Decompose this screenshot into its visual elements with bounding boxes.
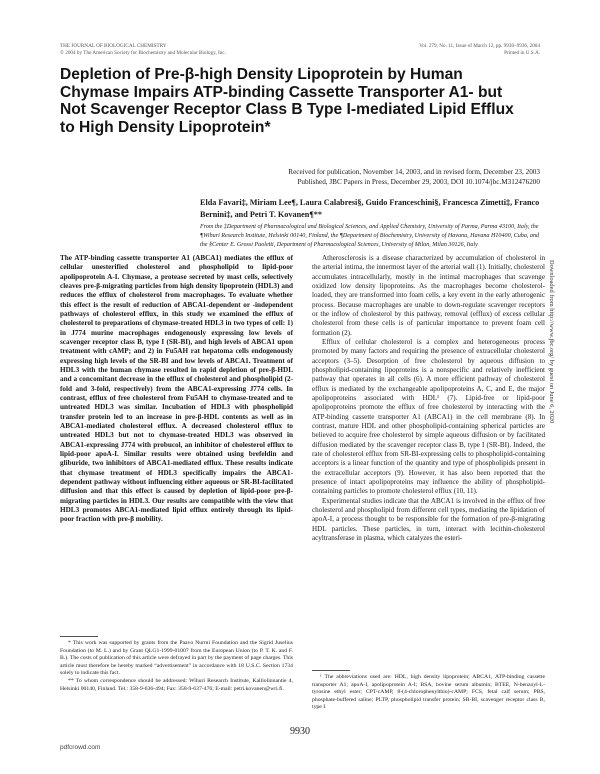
- body-paragraph: Experimental studies indicate that the ABCA1 is involved in the efflux of free cholesterol and phospholipid from different cell types, mediating the lipidation of apoA-I, a process thought to be responsible for the formation of pre-β-migrating HDL particles. These particles, in turn, interact with lecithin-cholesterol acyltransferase in plasma, which catalyzes the esteri-: [312, 496, 545, 542]
- footnotes-left: [60, 640, 293, 693]
- affiliations: From the ‡Department of Pharmacological and Biological Sciences, and Applied Chemistry, University of Parma, Parma 43100, Italy, the ¶Wihuri Research Institute, Helsinki 00140, Finland, the ¶Department of Biochemistry, University of Havana, Havana H10400, Cuba, and the §Center E. Grossi Paoletti, Department of Pharmacological Sciences, University of Milan, Milan 30126, Italy: [200, 224, 540, 248]
- introduction: [312, 254, 545, 543]
- correspondence-footnote: ** To whom correspondence should be addressed: Wihuri Research Institute, Kalliolinnantie 4, Helsinki 00140, Finland. Tel.: 358-9-636-494; Fax: 358-9-637-476; E-mail: petri.kovanen@wri.fi.: [60, 677, 293, 692]
- volume-line: Vol. 279, No. 11, Issue of March 12, pp. 9930–9936, 2004: [419, 43, 540, 49]
- printed-line: Printed in U.S.A.: [504, 49, 540, 56]
- footnote-rule: [312, 670, 350, 671]
- pdf-credit: pdfcrowd.com: [60, 744, 101, 751]
- page-number: 9930: [290, 726, 310, 737]
- footnote-rule: [60, 636, 98, 637]
- author-list: Elda Favari‡, Miriam Lee¶, Laura Calabresi§, Guido Franceschini§, Francesca Zimetti‡, Franco Bernini‡, and Petri T. Kovanen¶**: [200, 198, 540, 219]
- footnotes-right: [312, 674, 545, 712]
- received-date: Received for publication, November 14, 2003, and in revised form, December 23, 2003: [288, 168, 540, 176]
- journal-header: [60, 43, 226, 56]
- journal-name: THE JOURNAL OF BIOLOGICAL CHEMISTRY: [60, 43, 167, 49]
- issue-header: [419, 43, 540, 56]
- funding-footnote: * This work was supported by grants from the Paavo Nurmi Foundation and the Sigrid Juselius Foundation (to M. L.) and by Grant QLG1-1999-01007 from the European Union (to P. T. K. and F. B.). The costs of publication of this article were defrayed in part by the payment of page charges. This article must therefore be hereby marked “advertisement” in accordance with 18 U.S.C. Section 1734 solely to indicate this fact.: [60, 640, 293, 677]
- abstract: The ATP-binding cassette transporter A1 (ABCA1) mediates the efflux of cellular unesterified cholesterol and phospholipid to lipid-poor apolipoprotein A-I. Chymase, a protease secreted by mast cells, selectively cleaves pre-β-migrating particles from high density lipoprotein (HDL3) and reduces the efflux of cholesterol from macrophages. To evaluate whether this effect is the result of reduction of ABCA1-dependent or -independent pathways of cholesterol efflux, in this study we examined the efflux of cholesterol to preparations of chymase-treated HDL3 in two types of cell: 1) in J774 murine macrophages endogenously expressing low levels of scavenger receptor class B, type I (SR-BI), and high levels of ABCA1 upon treatment with cAMP; and 2) in Fu5AH rat hepatoma cells endogenously expressing high levels of the SR-BI and low levels of ABCA1. Treatment of HDL3 with the human chymase resulted in rapid depletion of pre-β-HDL and a concomitant decrease in the efflux of cholesterol and phospholipid (2-fold and 3-fold, respectively) from the ABCA1-expressing J774 cells. In contrast, efflux of free cholesterol from Fu5AH to chymase-treated and to untreated HDL3 was similar. Incubation of HDL3 with phospholipid transfer protein led to an increase in pre-β-HDL contents as well as in ABCA1-mediated cholesterol efflux. A decreased cholesterol efflux to untreated HDL3 but not to chymase-treated HDL3 was observed in ABCA1-expressing J774 with probucol, an inhibitor of cholesterol efflux to lipid-poor apoA-I. Similar results were obtained using brefeldin and gliburide, two inhibitors of ABCA1-mediated efflux. These results indicate that chymase treatment of HDL3 specifically impairs the ABCA1-dependent pathway without influencing either aqueous or SR-BI-facilitated diffusion and that this effect is caused by depletion of lipid-poor pre-β-migrating particles in HDL3. Our results are compatible with the view that HDL3 promotes ABCA1-mediated lipid efflux entirely through its lipid-poor fraction with pre-β mobility.: [60, 254, 293, 524]
- abbreviations-footnote: ¹ The abbreviations used are: HDL, high density lipoprotein; ABCA1, ATP-binding cassette transporter A1; apoA-I, apolipoprotein A-I; BSA, bovine serum albumin; BTEE, N-benzoyl-L-tyrosine ethyl ester; CPT-cAMP, 8-(4-chlorophenylthio)-cAMP; FCS, fetal calf serum; PBS, phosphate-buffered saline; PLTP, phospholipid transfer protein; SR-BI, scavenger receptor class B, type I.: [312, 674, 545, 711]
- body-paragraph: Atherosclerosis is a disease characterized by accumulation of cholesterol in the arterial intima, the innermost layer of the arterial wall (1). Initially, cholesterol accumulates intracellularly, mostly in the intimal macrophages that scavenge oxidized low density lipoproteins. As the macrophages become cholesterol-loaded, they are transformed into foam cells, a key event in the early atherogenic process. Because macrophages are unable to down-regulate scavenger receptors or the inflow of cholesterol by this pathway, removal (efflux) of excess cellular cholesterol from these cells is of particular importance to prevent foam cell formation (2).: [312, 254, 545, 337]
- published-date: Published, JBC Papers in Press, December 29, 2003, DOI 10.1074/jbc.M312476200: [297, 177, 540, 186]
- body-paragraph: Efflux of cellular cholesterol is a complex and heterogeneous process promoted by many factors and requiring the presence of extracellular cholesterol acceptors (3–5). Desorption of free cholesterol by aqueous diffusion to phospholipid-containing lipoproteins is a nonspecific and relatively inefficient pathway that operates in all cells (6). A more efficient pathway of cholesterol efflux is mediated by the exchangeable apolipoproteins A, C, and E, the major apolipoproteins associated with HDL¹ (7). Lipid-free or lipid-poor apolipoproteins promote the efflux of free cholesterol by interacting with the ATP-binding cassette transporter A1 (ABCA1) in the cell membrane (8). In contrast, mature HDL and other phospholipid-containing spherical particles are believed to acquire free cholesterol by simple aqueous diffusion or by facilitated diffusion mediated by the scavenger receptor class B, type I (SR-BI). Indeed, the rate of cholesterol efflux from SR-BI-expressing cells to phospholipid-containing acceptors is a linear function of the quantity and type of phospholipids present in the extracellular acceptors (9). However, it has also been reported that the presence of intact apolipoproteins may influence the ability of phospholipid-containing particles to promote cholesterol efflux (10, 11).: [312, 337, 545, 496]
- copyright-line: © 2004 by The American Society for Biochemistry and Molecular Biology, Inc.: [60, 49, 226, 56]
- article-title: Depletion of Pre-β-high Density Lipoprotein by Human Chymase Impairs ATP-binding Cassette Transporter A1- but Not Scavenger Receptor Class B Type I-mediated Lipid Efflux to High Density Lipoprotein*: [60, 66, 514, 136]
- publication-dates: [288, 168, 540, 187]
- download-link-text[interactable]: Downloaded from http://www.jbc.org/ by guest on June 6, 2020: [548, 260, 555, 424]
